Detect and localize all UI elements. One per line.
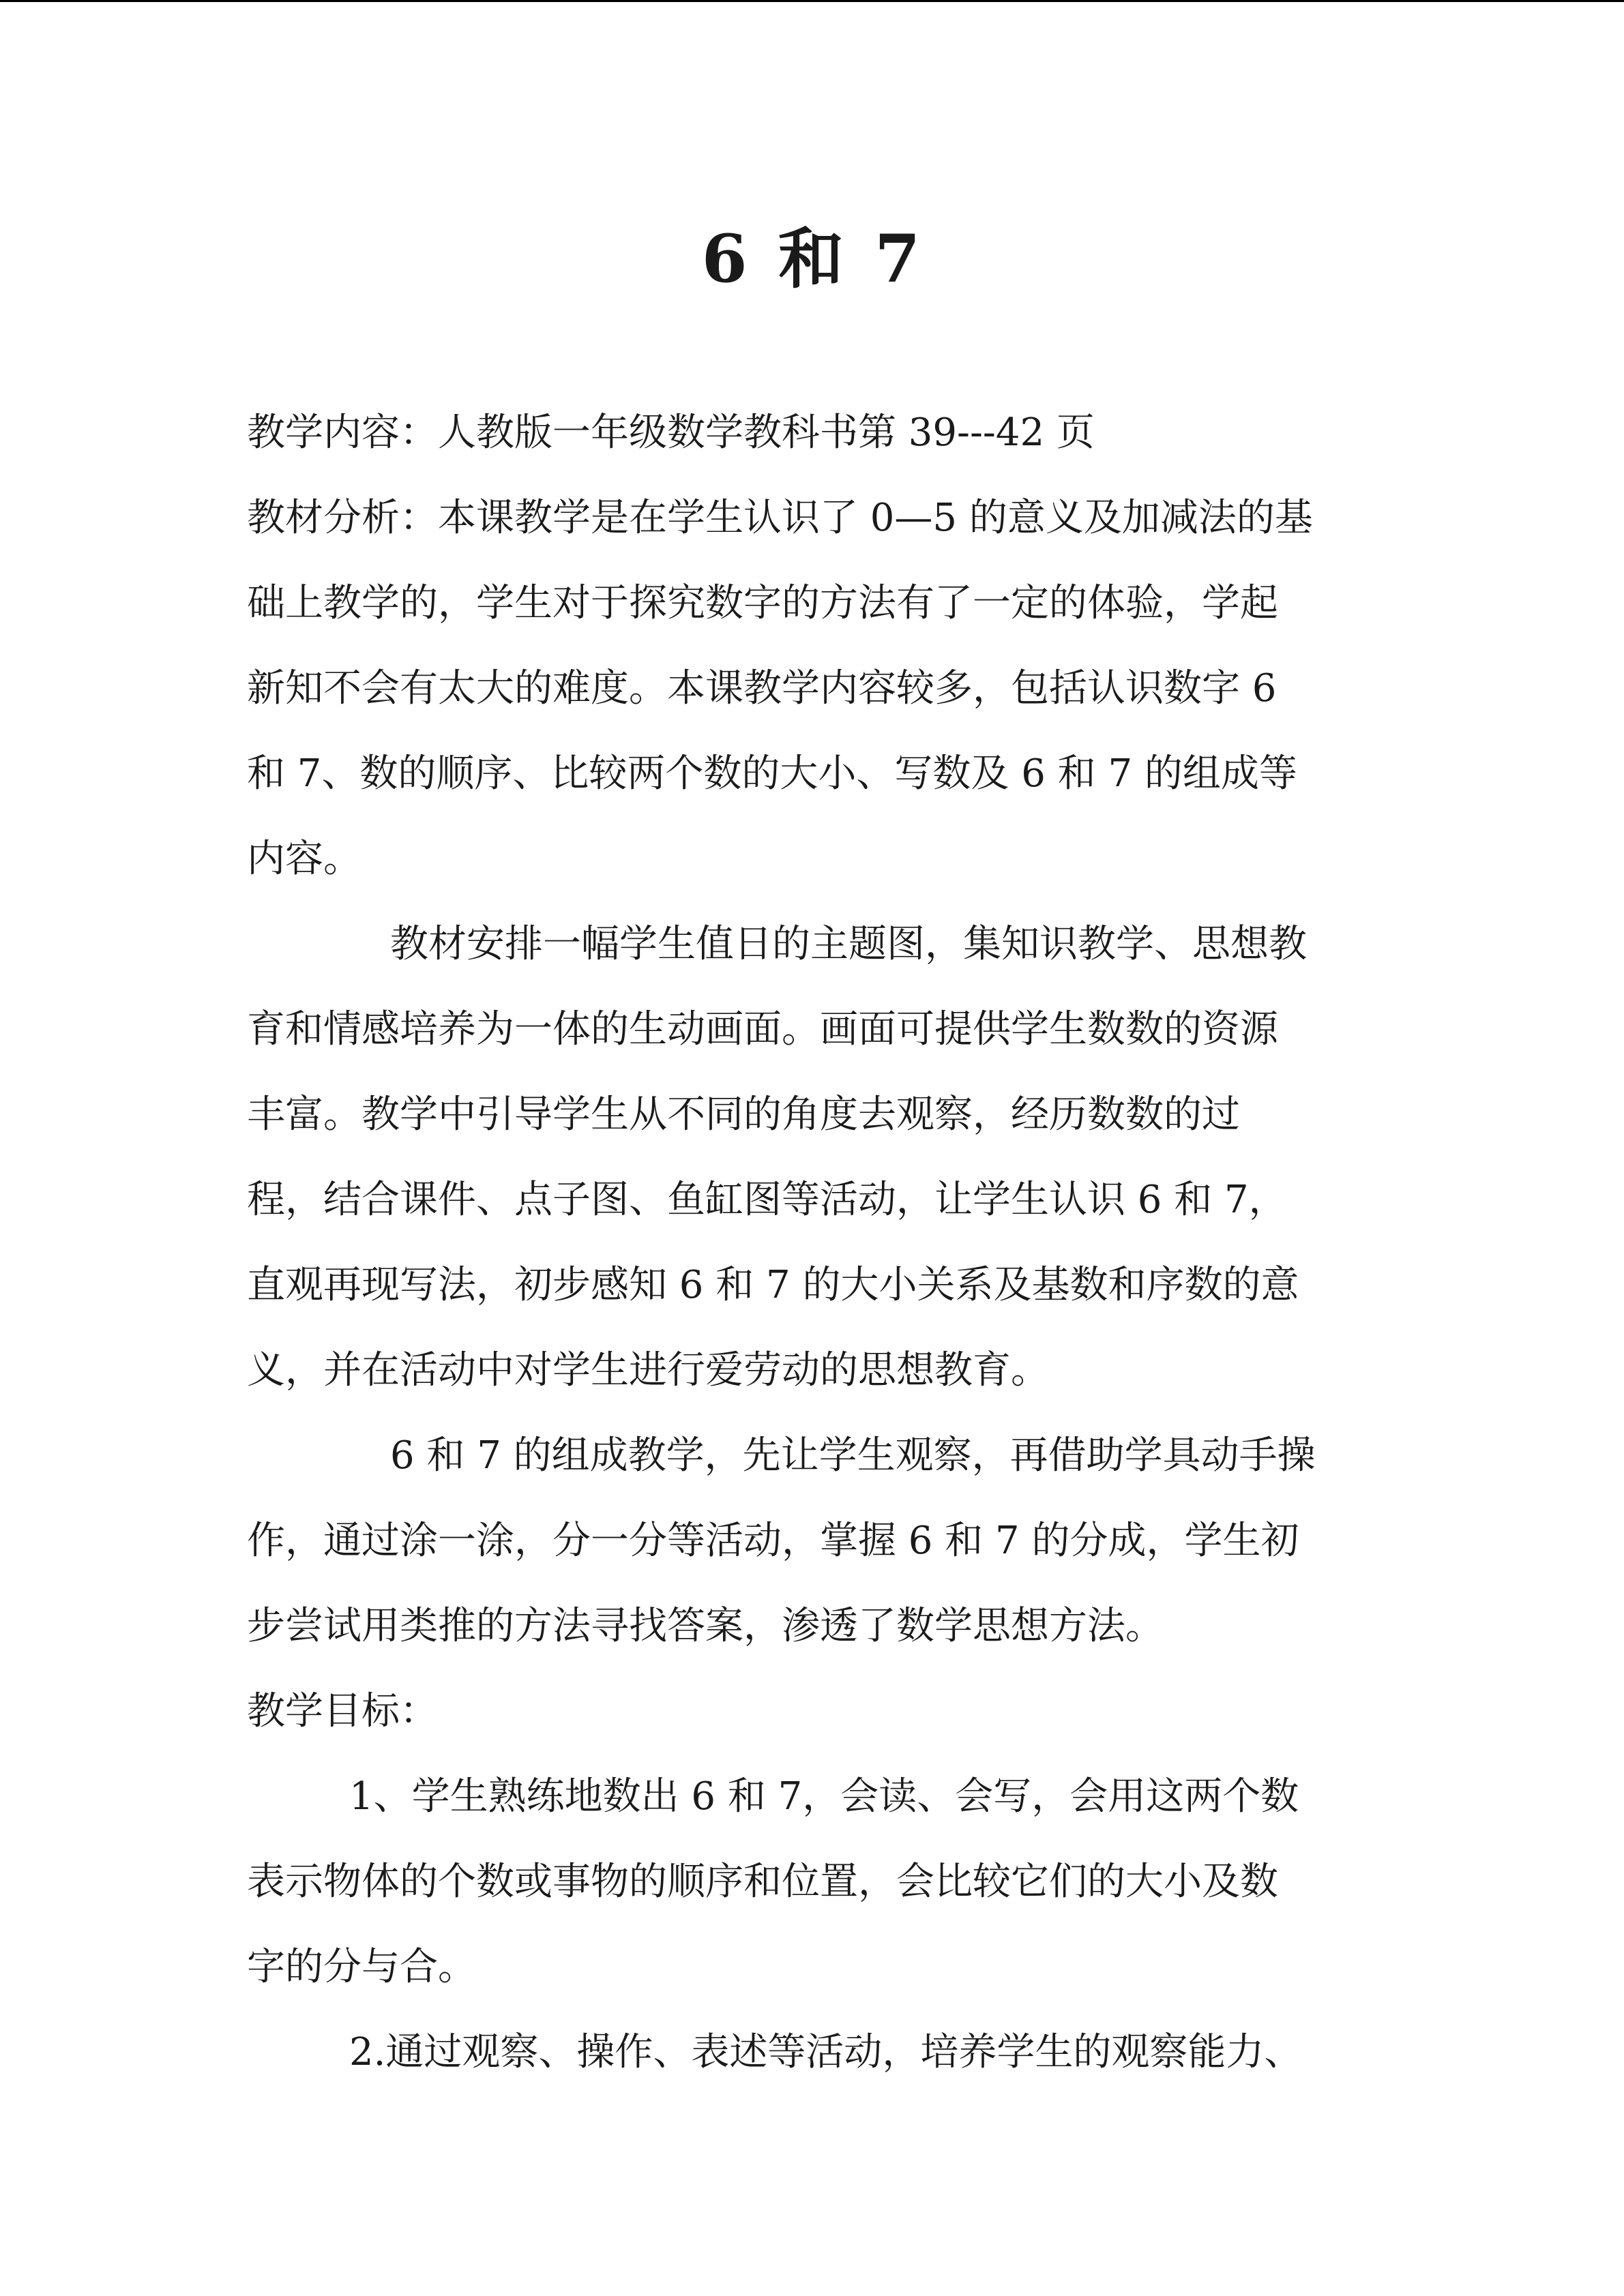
text-line: 直观再现写法，初步感知 6 和 7 的大小关系及基数和序数的意: [247, 1263, 1299, 1307]
text-line: 教学目标：: [247, 1689, 438, 1733]
text-line: 程，结合课件、点子图、鱼缸图等活动，让学生认识 6 和 7，: [247, 1178, 1287, 1222]
text-line: 1、学生熟练地数出 6 和 7，会读、会写，会用这两个数: [349, 1774, 1299, 1819]
teaching-content-paragraph: [247, 390, 1379, 475]
theme-picture-paragraph: [247, 901, 1379, 1413]
text-line: 作，通过涂一涂，分一分等活动，掌握 6 和 7 的分成，学生初: [247, 1519, 1299, 1563]
text-line: 教材分析：本课教学是在学生认识了 0—5 的意义及加减法的基: [247, 496, 1313, 540]
text-line: 础上教学的，学生对于探究数字的方法有了一定的体验，学起: [247, 581, 1278, 625]
text-line: 教学内容：人教版一年级数学教科书第 39---42 页: [247, 411, 1095, 455]
text-line: 字的分与合。: [247, 1945, 476, 1989]
text-line: 内容。: [247, 837, 361, 881]
text-line: 6 和 7 的组成教学，先让学生观察，再借助学具动手操: [390, 1433, 1316, 1478]
text-line: 育和情感培养为一体的生动画面。画面可提供学生数数的资源: [247, 1007, 1278, 1052]
text-line: 丰富。教学中引导学生从不同的角度去观察，经历数数的过: [247, 1092, 1240, 1137]
composition-paragraph: [247, 1413, 1379, 1669]
material-analysis-paragraph: [247, 475, 1379, 901]
goal-1-paragraph: [247, 1754, 1379, 2010]
top-border-line: [0, 0, 1624, 2]
text-line: 步尝试用类推的方法寻找答案，渗透了数学思想方法。: [247, 1604, 1164, 1648]
text-line: 义，并在活动中对学生进行爱劳动的思想教育。: [247, 1348, 1049, 1392]
goal-2-paragraph: [247, 2010, 1379, 2095]
text-line: 教材安排一幅学生值日的主题图，集知识教学、思想教: [390, 922, 1307, 966]
text-line: 和 7、数的顺序、比较两个数的大小、写数及 6 和 7 的组成等: [247, 751, 1297, 796]
page-title: 6 和 7: [701, 220, 925, 297]
text-line: 2.通过观察、操作、表述等活动，培养学生的观察能力、: [349, 2030, 1303, 2074]
text-line: 新知不会有太大的难度。本课教学内容较多，包括认识数字 6: [247, 666, 1277, 711]
teaching-goals-heading: [247, 1669, 1379, 1754]
document-page: [247, 211, 1379, 2095]
text-line: 表示物体的个数或事物的顺序和位置，会比较它们的大小及数: [247, 1860, 1278, 1904]
